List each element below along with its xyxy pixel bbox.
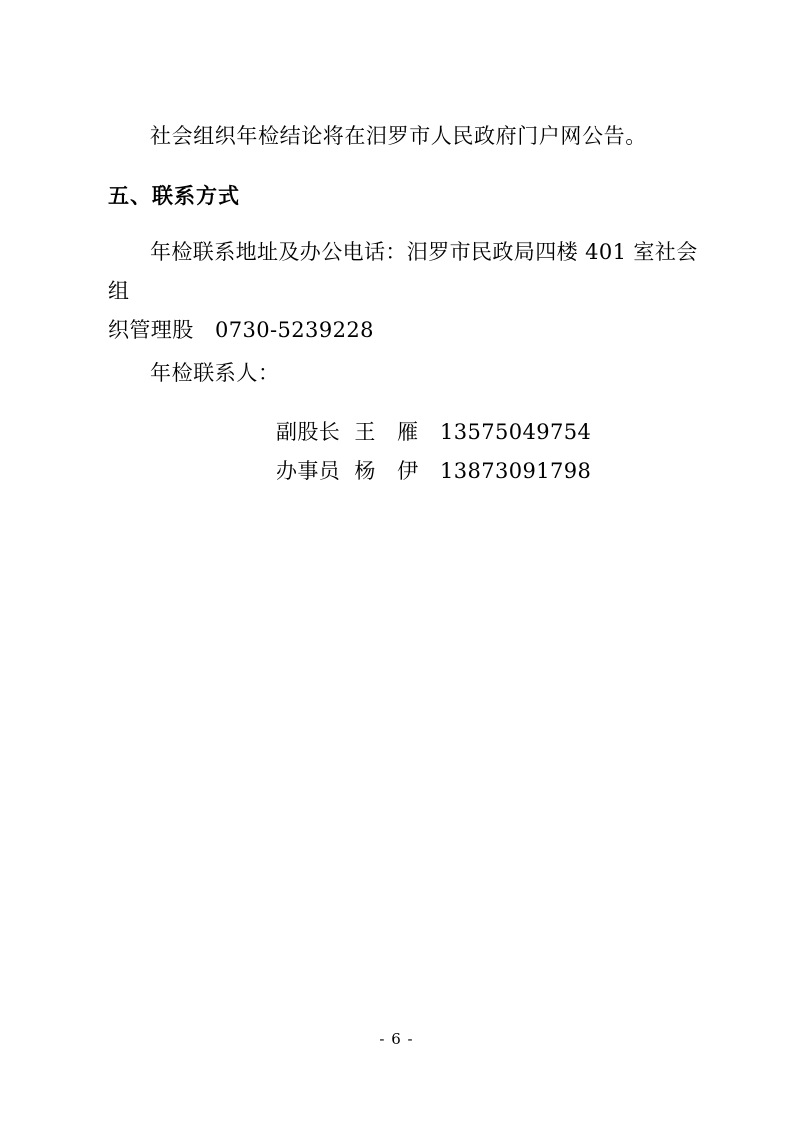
page-number: - 6 -	[379, 1030, 414, 1048]
section-heading-contact: 五、联系方式	[108, 184, 240, 208]
contact-person-2: 办事员 杨 伊 13873091798	[276, 459, 592, 484]
contact-list	[108, 413, 698, 491]
address-line-1: 年检联系地址及办公电话：汨罗市民政局四楼 401 室社会组	[108, 240, 698, 304]
contact-label: 年检联系人：	[150, 361, 280, 386]
notice-paragraph: 社会组织年检结论将在汨罗市人民政府门户网公告。	[150, 124, 647, 148]
document-content	[108, 96, 698, 491]
address-paragraph	[108, 233, 698, 350]
contact-person-1: 副股长 王 雁 13575049754	[276, 420, 592, 445]
address-line-2: 织管理股 0730-5239228	[108, 318, 374, 343]
